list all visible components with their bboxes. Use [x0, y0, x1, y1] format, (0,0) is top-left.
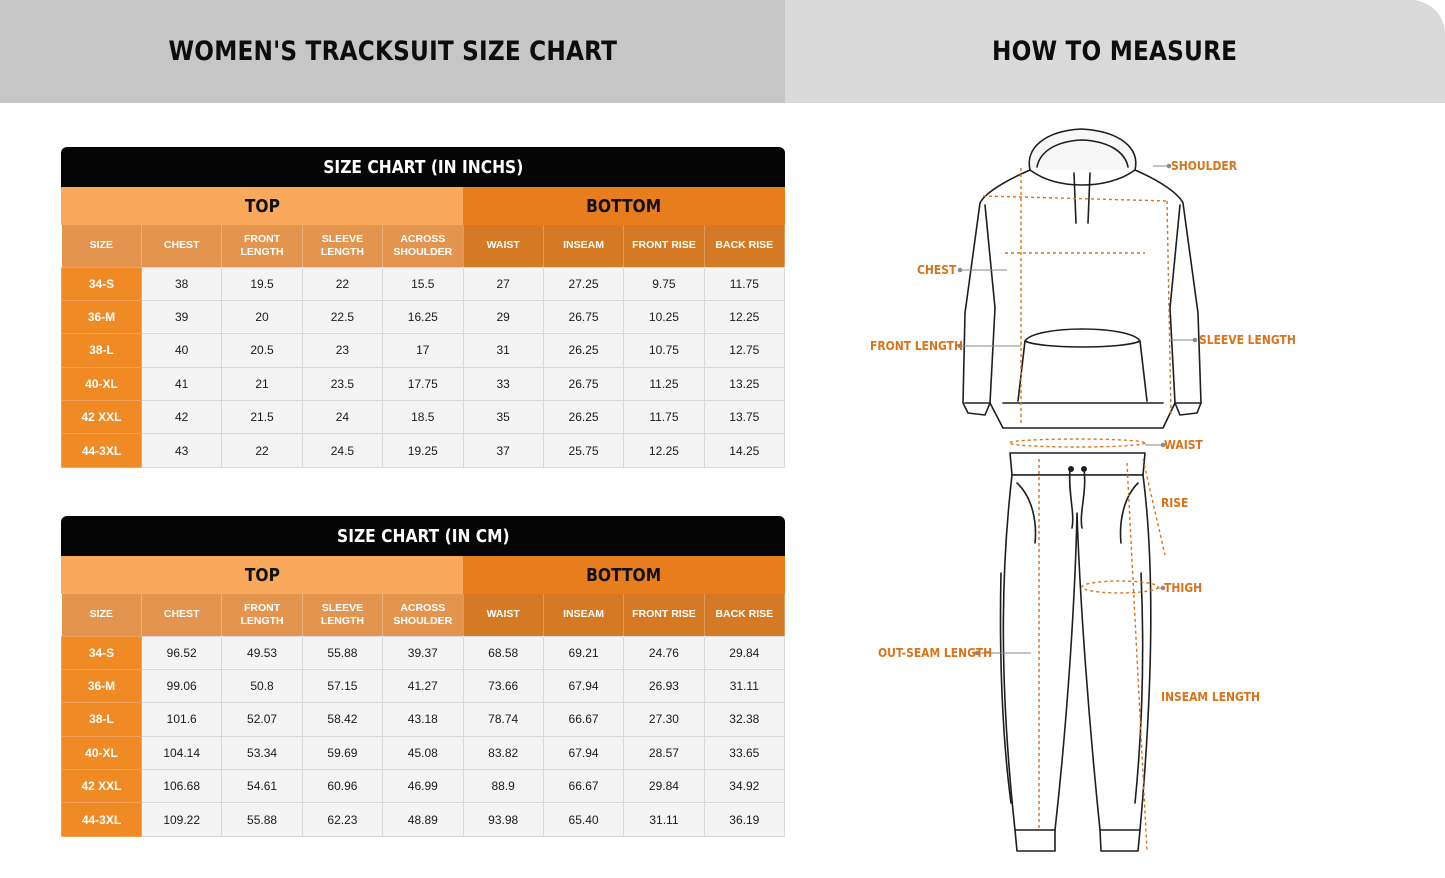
measurement-cell: 88.9	[463, 770, 543, 803]
measurement-cell: 39	[142, 300, 222, 333]
size-cell: 44-3XL	[62, 803, 142, 836]
measurement-cell: 54.61	[222, 770, 302, 803]
front-length-label: FRONT LENGTH	[870, 338, 963, 353]
table-row	[62, 770, 785, 803]
column-header: INSEAM	[543, 225, 623, 267]
measurement-cell: 38	[142, 267, 222, 300]
bottom-group-label: BOTTOM	[586, 564, 662, 586]
measurement-cell: 24	[302, 401, 382, 434]
measurement-cell: 12.25	[704, 300, 784, 333]
column-header: WAIST	[463, 594, 543, 636]
measurement-cell: 22	[222, 434, 302, 467]
chart-title-bar	[61, 147, 785, 187]
joggers-drawing	[1000, 453, 1150, 851]
column-header: CHEST	[142, 225, 222, 267]
measurement-cell: 41	[142, 367, 222, 400]
thigh-label: THIGH	[1164, 580, 1203, 595]
measurement-cell: 9.75	[624, 267, 704, 300]
how-to-measure-title: HOW TO MEASURE	[992, 36, 1238, 67]
column-header: WAIST	[463, 225, 543, 267]
size-table	[61, 225, 785, 468]
top-group-label: TOP	[244, 195, 280, 217]
measurement-cell: 43.18	[383, 703, 463, 736]
table-row	[62, 300, 785, 333]
group-header-row	[61, 556, 785, 594]
inseam-length-label: INSEAM LENGTH	[1161, 689, 1261, 704]
measurement-cell: 60.96	[302, 770, 382, 803]
measurement-cell: 29.84	[624, 770, 704, 803]
how-to-measure-header	[785, 0, 1445, 103]
measurement-cell: 14.25	[704, 434, 784, 467]
size-cell: 38-L	[62, 703, 142, 736]
column-header: SLEEVE LENGTH	[302, 225, 382, 267]
chart-title: SIZE CHART (IN CM)	[336, 525, 510, 547]
size-chart-page-title: WOMEN'S TRACKSUIT SIZE CHART	[168, 36, 617, 67]
measurement-cell: 109.22	[142, 803, 222, 836]
measurement-cell: 66.67	[543, 703, 623, 736]
measurement-cell: 23.5	[302, 367, 382, 400]
table-row	[62, 401, 785, 434]
table-row	[62, 703, 785, 736]
measurement-cell: 33	[463, 367, 543, 400]
size-cell: 40-XL	[62, 367, 142, 400]
measurement-cell: 11.25	[624, 367, 704, 400]
tracksuit-diagram	[785, 103, 1445, 878]
measurement-cell: 31	[463, 334, 543, 367]
group-header-row	[61, 187, 785, 225]
measurement-cell: 18.5	[383, 401, 463, 434]
measurement-cell: 45.08	[383, 736, 463, 769]
measurement-cell: 29.84	[704, 636, 784, 669]
size-cell: 36-M	[62, 669, 142, 702]
column-header: FRONT LENGTH	[222, 225, 302, 267]
table-row	[62, 669, 785, 702]
column-header: FRONT RISE	[624, 225, 704, 267]
measurement-cell: 12.75	[704, 334, 784, 367]
measurement-cell: 15.5	[383, 267, 463, 300]
measurement-cell: 96.52	[142, 636, 222, 669]
size-chart-inches	[61, 147, 785, 468]
measurement-cell: 50.8	[222, 669, 302, 702]
measurement-cell: 23	[302, 334, 382, 367]
sleeve-length-label: SLEEVE LENGTH	[1199, 332, 1296, 347]
measurement-cell: 32.38	[704, 703, 784, 736]
measurement-cell: 17.75	[383, 367, 463, 400]
measurement-cell: 35	[463, 401, 543, 434]
waist-guide	[1009, 439, 1145, 447]
measurement-cell: 27.25	[543, 267, 623, 300]
measurement-cell: 22	[302, 267, 382, 300]
column-header: ACROSS SHOULDER	[383, 594, 463, 636]
column-header-row	[62, 225, 785, 267]
column-header: SIZE	[62, 594, 142, 636]
size-cell: 44-3XL	[62, 434, 142, 467]
size-cell: 42 XXL	[62, 770, 142, 803]
size-cell: 38-L	[62, 334, 142, 367]
measurement-cell: 22.5	[302, 300, 382, 333]
measurement-cell: 28.57	[624, 736, 704, 769]
size-cell: 42 XXL	[62, 401, 142, 434]
measurement-cell: 52.07	[222, 703, 302, 736]
column-header-row	[62, 594, 785, 636]
column-header: FRONT RISE	[624, 594, 704, 636]
column-header: BACK RISE	[704, 225, 784, 267]
measurement-cell: 39.37	[383, 636, 463, 669]
measurement-cell: 69.21	[543, 636, 623, 669]
size-chart-cm	[61, 516, 785, 837]
measurement-cell: 36.19	[704, 803, 784, 836]
measurement-cell: 42	[142, 401, 222, 434]
size-cell: 34-S	[62, 267, 142, 300]
outseam-length-label: OUT-SEAM LENGTH	[878, 645, 993, 660]
measurement-cell: 13.75	[704, 401, 784, 434]
measurement-cell: 26.75	[543, 367, 623, 400]
bottom-group-header	[463, 556, 785, 594]
column-header: SLEEVE LENGTH	[302, 594, 382, 636]
measurement-cell: 29	[463, 300, 543, 333]
bottom-group-header	[463, 187, 785, 225]
size-cell: 34-S	[62, 636, 142, 669]
table-row	[62, 334, 785, 367]
measurement-cell: 53.34	[222, 736, 302, 769]
measurement-cell: 16.25	[383, 300, 463, 333]
measurement-cell: 27	[463, 267, 543, 300]
measurement-cell: 106.68	[142, 770, 222, 803]
measurement-cell: 24.5	[302, 434, 382, 467]
column-header: INSEAM	[543, 594, 623, 636]
measurement-cell: 33.65	[704, 736, 784, 769]
measurement-cell: 55.88	[302, 636, 382, 669]
measurement-cell: 25.75	[543, 434, 623, 467]
measurement-cell: 26.25	[543, 334, 623, 367]
measurement-cell: 62.23	[302, 803, 382, 836]
chest-label: CHEST	[917, 262, 957, 277]
measurement-cell: 83.82	[463, 736, 543, 769]
chart-title: SIZE CHART (IN INCHS)	[322, 156, 524, 178]
measurement-cell: 20.5	[222, 334, 302, 367]
column-header: CHEST	[142, 594, 222, 636]
measurement-cell: 27.30	[624, 703, 704, 736]
hoodie-drawing	[963, 129, 1201, 428]
measurement-cell: 26.25	[543, 401, 623, 434]
measurement-cell: 34.92	[704, 770, 784, 803]
size-table	[61, 594, 785, 837]
column-header: FRONT LENGTH	[222, 594, 302, 636]
measurement-cell: 55.88	[222, 803, 302, 836]
measurement-cell: 101.6	[142, 703, 222, 736]
table-row	[62, 736, 785, 769]
column-header: BACK RISE	[704, 594, 784, 636]
table-row	[62, 636, 785, 669]
measurement-cell: 73.66	[463, 669, 543, 702]
size-cell: 40-XL	[62, 736, 142, 769]
top-group-header	[61, 556, 463, 594]
chart-title-bar	[61, 516, 785, 556]
column-header: ACROSS SHOULDER	[383, 225, 463, 267]
top-group-header	[61, 187, 463, 225]
measurement-cell: 31.11	[704, 669, 784, 702]
measurement-cell: 10.75	[624, 334, 704, 367]
size-cell: 36-M	[62, 300, 142, 333]
measurement-cell: 58.42	[302, 703, 382, 736]
measurement-cell: 21	[222, 367, 302, 400]
measurement-cell: 37	[463, 434, 543, 467]
rise-label: RISE	[1161, 495, 1189, 510]
measurement-cell: 26.75	[543, 300, 623, 333]
measurement-cell: 26.93	[624, 669, 704, 702]
measurement-cell: 19.5	[222, 267, 302, 300]
table-row	[62, 803, 785, 836]
measurement-cell: 99.06	[142, 669, 222, 702]
measurement-cell: 67.94	[543, 669, 623, 702]
measurement-cell: 93.98	[463, 803, 543, 836]
measurement-cell: 66.67	[543, 770, 623, 803]
measurement-cell: 78.74	[463, 703, 543, 736]
measurement-cell: 57.15	[302, 669, 382, 702]
top-group-label: TOP	[244, 564, 280, 586]
measurement-cell: 10.25	[624, 300, 704, 333]
measurement-cell: 11.75	[624, 401, 704, 434]
measurement-cell: 104.14	[142, 736, 222, 769]
measurement-cell: 68.58	[463, 636, 543, 669]
measurement-cell: 46.99	[383, 770, 463, 803]
how-to-measure-illustration	[785, 103, 1445, 878]
waist-label: WAIST	[1164, 437, 1203, 452]
shoulder-label: SHOULDER	[1171, 158, 1238, 173]
measurement-cell: 17	[383, 334, 463, 367]
measurement-cell: 67.94	[543, 736, 623, 769]
size-chart-header	[0, 0, 785, 103]
measurement-cell: 19.25	[383, 434, 463, 467]
measurement-cell: 13.25	[704, 367, 784, 400]
measurement-cell: 11.75	[704, 267, 784, 300]
measurement-cell: 20	[222, 300, 302, 333]
measurement-cell: 43	[142, 434, 222, 467]
measurement-cell: 48.89	[383, 803, 463, 836]
measurement-cell: 65.40	[543, 803, 623, 836]
measurement-cell: 12.25	[624, 434, 704, 467]
measurement-cell: 41.27	[383, 669, 463, 702]
measurement-cell: 21.5	[222, 401, 302, 434]
measurement-cell: 49.53	[222, 636, 302, 669]
table-row	[62, 267, 785, 300]
bottom-group-label: BOTTOM	[586, 195, 662, 217]
measurement-cell: 40	[142, 334, 222, 367]
table-row	[62, 367, 785, 400]
table-row	[62, 434, 785, 467]
column-header: SIZE	[62, 225, 142, 267]
measurement-cell: 24.76	[624, 636, 704, 669]
measurement-cell: 59.69	[302, 736, 382, 769]
measurement-cell: 31.11	[624, 803, 704, 836]
